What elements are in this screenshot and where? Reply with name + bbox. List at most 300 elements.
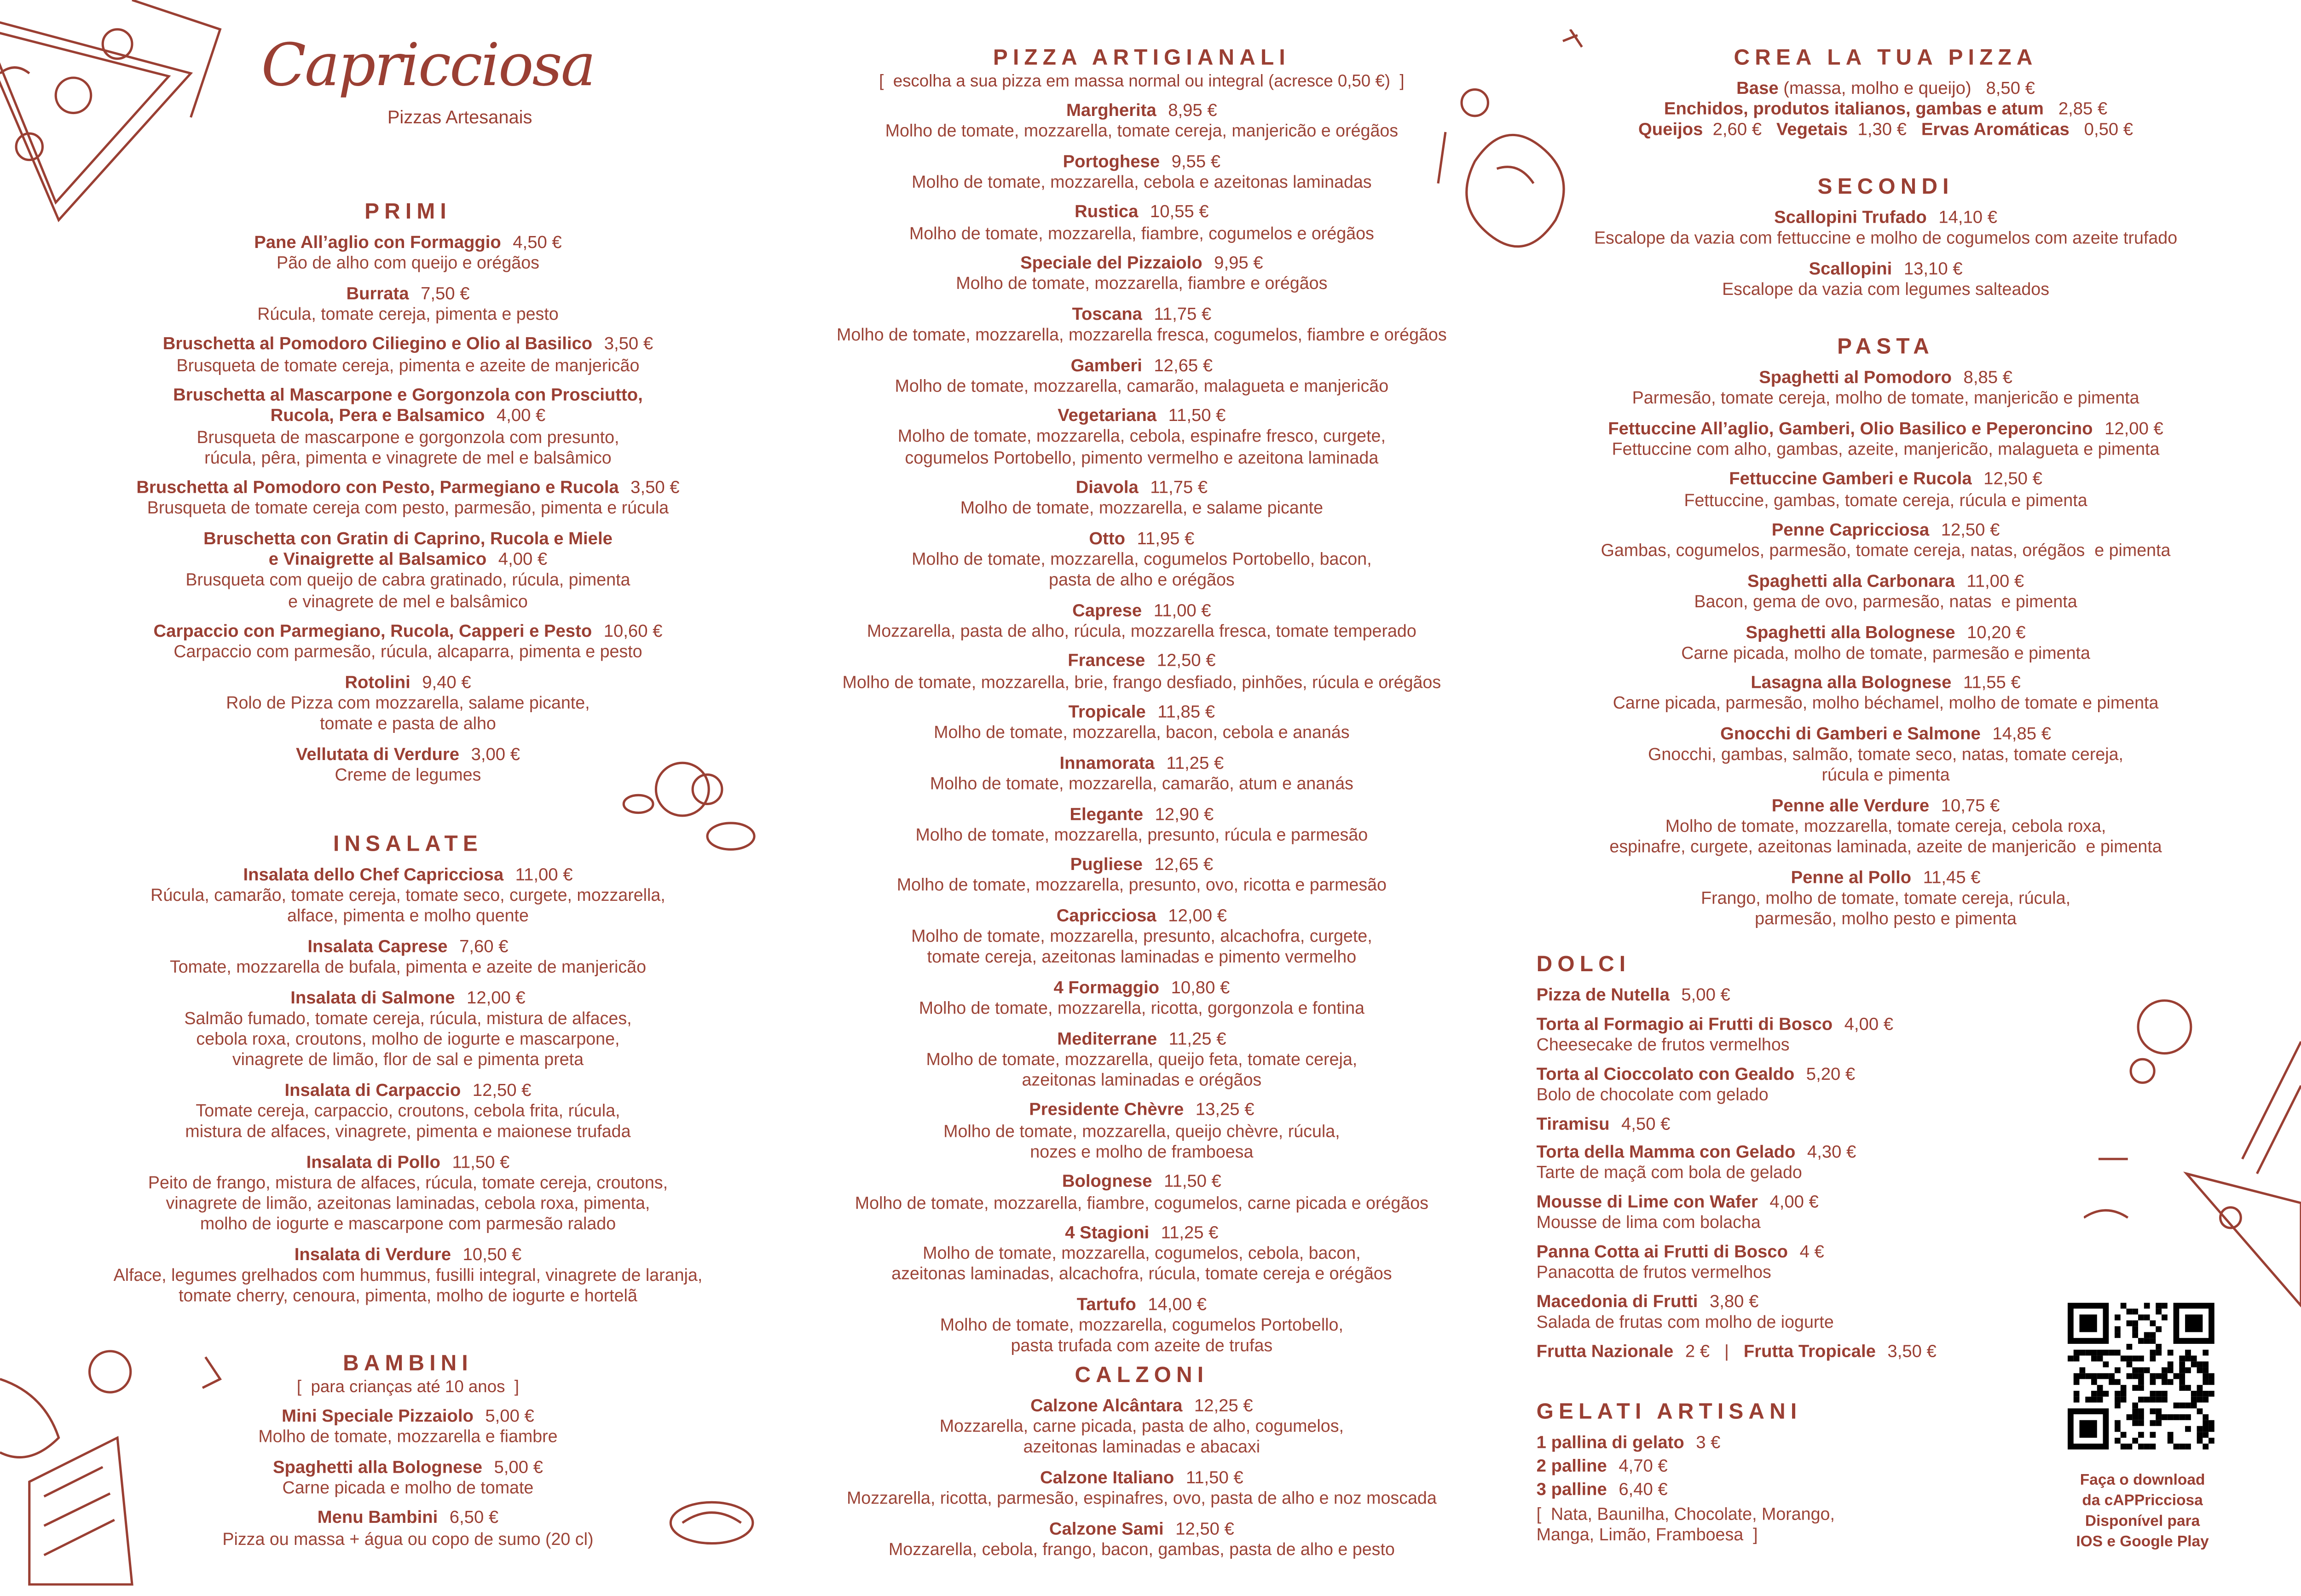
- option-name: Ervas Aromáticas: [1921, 119, 2070, 139]
- item-name: Tartufo: [1076, 1294, 1136, 1315]
- item-description: Panacotta de frutos vermelhos: [1536, 1262, 1771, 1283]
- item-name: Innamorata: [1059, 752, 1155, 773]
- item-description: Molho de tomate, mozzarella, e salame picante: [960, 498, 1324, 519]
- item-price: 14,85 €: [1992, 723, 2052, 744]
- option-price: 0,50 €: [2069, 119, 2133, 139]
- item-price: 9,95 €: [1214, 252, 1263, 273]
- menu-item: [1519, 418, 2252, 460]
- menu-item: [1537, 1241, 2065, 1283]
- app-download-text: Faça o download da cAPPricciosa Disponível para IOS e Google Play: [2076, 1471, 2209, 1551]
- item-name: Frutta Tropicale: [1743, 1341, 1876, 1361]
- qr-code[interactable]: [2068, 1303, 2214, 1450]
- item-price: 12,00 €: [2104, 417, 2163, 438]
- item-description: Mozzarella, pasta de alho, rúcula, mozzarella fresca, tomate temperado: [867, 620, 1416, 641]
- item-price: 12,50 €: [1156, 651, 1216, 671]
- item-price: 14,00 €: [1148, 1294, 1207, 1315]
- menu-item: [775, 150, 1509, 192]
- item-price: 3,50 €: [1887, 1341, 1937, 1361]
- item-price: 3,50 €: [630, 477, 680, 498]
- item-description: Gnocchi, gambas, salmão, tomate seco, natas, tomate cereja, rúcula e pimenta: [1648, 744, 2124, 786]
- menu-item: [41, 987, 775, 1070]
- item-price: 10,60 €: [603, 620, 663, 641]
- item-name: Caprese: [1072, 599, 1142, 621]
- item-name: Spaghetti alla Carbonara: [1747, 570, 1955, 591]
- item-price: 11,25 €: [1166, 752, 1224, 773]
- item-name: Insalata di Salmone: [290, 986, 455, 1008]
- item-name: Penne al Pollo: [1791, 866, 1912, 887]
- menu-item: [41, 528, 775, 611]
- item-description: Rúcula, tomate cereja, pimenta e pesto: [257, 303, 559, 324]
- menu-item: [41, 232, 775, 274]
- item-price: 11,50 €: [1185, 1467, 1243, 1488]
- item-name: Mediterrane: [1057, 1027, 1157, 1049]
- item-name: Burrata: [346, 282, 409, 304]
- section-title: GELATI ARTISANI: [1536, 1400, 1802, 1425]
- item-description: Pão de alho com queijo e orégãos: [276, 253, 539, 273]
- menu-item: [775, 477, 1509, 519]
- item-description: Tomate cereja, carpaccio, croutons, cebola frita, rúcula, mistura de alfaces, vinagrete, pimenta e maionese trufada: [185, 1100, 631, 1142]
- item-description: Bolo de chocolate com gelado: [1536, 1083, 1769, 1105]
- item-name: Tropicale: [1068, 701, 1146, 722]
- item-price: 13,25 €: [1195, 1099, 1255, 1120]
- item-description: Tomate, mozzarella de bufala, pimenta e azeite de manjericão: [169, 956, 647, 978]
- item-name: Mousse di Lime con Wafer: [1536, 1191, 1758, 1212]
- item-name: Bruschetta al Mascarpone e Gorgonzola con Prosciutto, Rucola, Pera e Balsamico: [173, 384, 643, 426]
- item-price: 12,65 €: [1154, 354, 1213, 375]
- item-description: Molho de tomate, mozzarella, tomate cereja, manjericão e orégãos: [885, 121, 1399, 141]
- item-description: Escalope da vazia com legumes salteados: [1722, 278, 2050, 300]
- menu-item: [1519, 672, 2252, 714]
- item-price: 11,25 €: [1168, 1027, 1226, 1049]
- item-description: Molho de tomate, mozzarella, mozzarella fresca, cogumelos, fiambre e orégãos: [837, 324, 1447, 345]
- item-price: 4,00 €: [1844, 1013, 1894, 1034]
- item-price: 10,20 €: [1967, 621, 2026, 642]
- item-description: Mozzarella, cebola, frango, bacon, gambas, pasta de alho e pesto: [888, 1538, 1395, 1560]
- item-name: Spaghetti al Pomodoro: [1759, 367, 1952, 387]
- item-price: 11,50 €: [452, 1151, 510, 1172]
- item-price: 11,55 €: [1963, 672, 2021, 693]
- item-description: Molho de tomate, mozzarella, queijo chèvre, rúcula, nozes e molho de framboesa: [943, 1120, 1340, 1162]
- item-description: Molho de tomate, mozzarella, cogumelos Portobello, bacon, pasta de alho e orégãos: [912, 548, 1372, 590]
- item-price: 5,00 €: [494, 1456, 543, 1477]
- item-price: 10,55 €: [1150, 202, 1209, 222]
- item-name: 1 pallina di gelato: [1536, 1432, 1684, 1452]
- item-name: Vegetariana: [1058, 405, 1157, 426]
- item-description: Brusqueta com queijo de cabra gratinado, rúcula, pimenta e vinagrete de mel e balsâmico: [185, 570, 630, 611]
- item-name: Macedonia di Frutti: [1536, 1291, 1698, 1312]
- item-name: Calzone Sami: [1049, 1518, 1164, 1538]
- item-description: Mousse de lima com bolacha: [1536, 1212, 1761, 1233]
- option-price: (massa, molho e queijo) 8,50 €: [1778, 78, 2035, 98]
- item-name: Calzone Alcântara: [1030, 1395, 1183, 1416]
- menu-item: [775, 303, 1509, 345]
- menu-item: [1537, 1142, 2065, 1184]
- menu-item: [41, 1151, 775, 1234]
- item-description: Molho de tomate, mozzarella, cogumelos Portobello, pasta trufada com azeite de trufas: [940, 1314, 1343, 1356]
- item-name: Rotolini: [345, 671, 410, 692]
- menu-item: [775, 253, 1509, 294]
- item-price: 5,20 €: [1806, 1063, 1856, 1084]
- menu-item: [1519, 570, 2252, 612]
- menu-item: [775, 1467, 1509, 1509]
- menu-item: [41, 864, 775, 927]
- item-description: Bacon, gema de ovo, parmesão, natas e pimenta: [1694, 591, 2077, 612]
- section-pasta: [1519, 334, 2252, 939]
- item-description: Peito de frango, mistura de alfaces, rúcula, tomate cereja, croutons, vinagrete de limão, azeitonas laminadas, cebola roxa, pimenta, molho de iogurte e mascarpone com parmesão ralado: [148, 1172, 668, 1234]
- section-title: BAMBINI: [343, 1351, 473, 1377]
- item-price: 12,50 €: [1941, 519, 2000, 540]
- item-price: 11,50 €: [1164, 1171, 1221, 1192]
- item-description: Molho de tomate, mozzarella, camarão, atum e ananás: [930, 773, 1353, 794]
- item-price: 7,60 €: [459, 936, 509, 956]
- item-name: Panna Cotta ai Frutti di Bosco: [1536, 1241, 1788, 1262]
- menu-item: [41, 334, 775, 375]
- menu-item: [1537, 1432, 2065, 1452]
- item-description: Fettuccine com alho, gambas, azeite, manjericão, malagueta e pimenta: [1612, 438, 2160, 459]
- item-name: Torta della Mamma con Gelado: [1536, 1141, 1796, 1163]
- gelato-flavours: [ Nata, Baunilha, Chocolate, Morango, Manga, Limão, Framboesa ]: [1536, 1503, 1835, 1545]
- item-price: 11,25 €: [1161, 1222, 1219, 1243]
- item-price: 4,00 €: [496, 405, 546, 426]
- item-name: Spaghetti alla Bolognese: [272, 1456, 483, 1477]
- section-primi: [41, 200, 775, 795]
- item-price: 11,75 €: [1154, 303, 1212, 324]
- item-name: Lasagna alla Bolognese: [1751, 672, 1952, 693]
- item-price: 12,25 €: [1194, 1395, 1253, 1416]
- menu-item: [41, 1079, 775, 1142]
- section-pizza-artigianali: [775, 46, 1509, 1366]
- item-price: 10,75 €: [1941, 795, 2000, 816]
- menu-item: [775, 905, 1509, 968]
- item-price: 3,50 €: [604, 334, 653, 354]
- item-description: Brusqueta de mascarpone e gorgonzola com presunto, rúcula, pêra, pimenta e vinagrete de mel e balsâmico: [197, 426, 619, 468]
- item-name: Scallopini: [1809, 258, 1892, 278]
- item-price: 8,85 €: [1963, 367, 2012, 387]
- item-name: Mini Speciale Pizzaiolo: [282, 1405, 474, 1426]
- item-name: Pugliese: [1070, 854, 1143, 875]
- item-name: Tiramisu: [1536, 1112, 1610, 1134]
- item-price: 12,00 €: [1168, 905, 1227, 926]
- section-secondi: [1519, 174, 2252, 308]
- item-name: Pizza de Nutella: [1536, 984, 1670, 1005]
- item-name: Capricciosa: [1056, 905, 1156, 926]
- menu-item: [41, 621, 775, 663]
- section-subtitle: [ para crianças até 10 anos ]: [296, 1379, 520, 1397]
- item-name: Portoghese: [1063, 150, 1160, 172]
- menu-item: [775, 1028, 1509, 1090]
- item-price: 14,10 €: [1938, 207, 1998, 228]
- section-title: SECONDI: [1817, 174, 1954, 200]
- item-name: 2 palline: [1536, 1455, 1607, 1476]
- item-name: Insalata di Pollo: [306, 1151, 440, 1172]
- item-price: 13,10 €: [1903, 258, 1963, 278]
- item-description: Molho de tomate, mozzarella, queijo feta, tomate cereja, azeitonas laminadas e orégãos: [926, 1049, 1358, 1090]
- menu-item: [1537, 1192, 2065, 1233]
- option-name: Queijos: [1638, 119, 1703, 139]
- menu-item: [41, 1406, 775, 1447]
- item-price: 10,80 €: [1171, 977, 1230, 997]
- menu-item: [1537, 985, 2065, 1005]
- menu-item: [1519, 795, 2252, 858]
- item-name: Frutta Nazionale: [1536, 1341, 1674, 1361]
- item-price: 7,50 €: [421, 282, 470, 304]
- section-subtitle: [ escolha a sua pizza em massa normal ou integral (acresce 0,50 €) ]: [879, 73, 1405, 91]
- item-description: Molho de tomate, mozzarella, presunto, rúcula e parmesão: [915, 824, 1368, 845]
- option-name: Base: [1736, 78, 1779, 98]
- menu-item: [1537, 1113, 2065, 1134]
- item-price: 3,80 €: [1709, 1291, 1759, 1312]
- section-bambini: [41, 1351, 775, 1558]
- item-name: Rustica: [1075, 202, 1139, 222]
- item-name: Pane All’aglio con Formaggio: [254, 231, 501, 253]
- item-name: Fettuccine All’aglio, Gamberi, Olio Basilico e Peperoncino: [1608, 417, 2093, 438]
- item-name: Fettuccine Gamberi e Rucola: [1729, 468, 1972, 490]
- item-description: Mozzarella, carne picada, pasta de alho, cogumelos, azeitonas laminadas e abacaxi: [939, 1416, 1344, 1458]
- item-price: 11,95 €: [1137, 528, 1195, 549]
- section-crea-la-tua-pizza: [1519, 46, 2252, 139]
- menu-item: [775, 651, 1509, 692]
- build-your-pizza-line: [1519, 119, 2252, 139]
- item-price: 4,50 €: [513, 231, 562, 253]
- menu-item: [41, 1244, 775, 1306]
- item-price: 12,50 €: [1175, 1518, 1234, 1538]
- menu-item: [775, 1171, 1509, 1213]
- menu-item: [775, 752, 1509, 794]
- item-name: Torta al Formagio ai Frutti di Bosco: [1536, 1013, 1833, 1034]
- item-description: Rolo de Pizza com mozzarella, salame picante, tomate e pasta de alho: [226, 692, 590, 734]
- item-name: Elegante: [1070, 803, 1144, 824]
- item-price: 12,65 €: [1154, 854, 1214, 875]
- item-price: 11,45 €: [1923, 866, 1981, 887]
- item-description: Escalope da vazia com fettuccine e molho de cogumelos com azeite trufado: [1594, 227, 2178, 248]
- section-title: CALZONI: [1075, 1363, 1209, 1388]
- item-description: Molho de tomate, mozzarella, bacon, cebola e ananás: [934, 722, 1350, 743]
- item-price: 2 €: [1685, 1341, 1710, 1361]
- item-description: Molho de tomate, mozzarella, camarão, malagueta e manjericão: [895, 375, 1389, 396]
- item-price: 4,50 €: [1621, 1112, 1671, 1134]
- item-name: Insalata Caprese: [307, 936, 448, 956]
- item-description: Molho de tomate, mozzarella, cebola, espinafre fresco, curgete, cogumelos Portobello, pimento vermelho e azeitona laminada: [897, 426, 1386, 468]
- item-name: Insalata di Carpaccio: [284, 1079, 461, 1100]
- menu-item: [775, 803, 1509, 845]
- item-description: Molho de tomate, mozzarella, presunto, ovo, ricotta e parmesão: [896, 875, 1387, 896]
- item-name: Bolognese: [1062, 1171, 1152, 1192]
- item-price: 12,00 €: [467, 986, 526, 1008]
- option-price: 2,60 €: [1703, 119, 1776, 139]
- menu-item: [775, 1518, 1509, 1560]
- item-price: 11,00 €: [1153, 599, 1211, 621]
- item-price: 11,75 €: [1150, 477, 1208, 498]
- item-description: Molho de tomate, mozzarella, brie, frango desfiado, pinhões, rúcula e orégãos: [842, 671, 1441, 692]
- item-price: 6,50 €: [449, 1507, 499, 1528]
- section-dolci: [1537, 952, 2065, 1370]
- item-name: Bruschetta con Gratin di Caprino, Rucola e Miele e Vinaigrette al Balsamico: [203, 528, 613, 570]
- menu-item: [41, 743, 775, 785]
- option-name: Vegetais: [1776, 119, 1848, 139]
- menu-item: [775, 599, 1509, 641]
- item-name: Calzone Italiano: [1040, 1467, 1174, 1488]
- item-price: 8,95 €: [1168, 99, 1217, 121]
- menu-item: [1519, 258, 2252, 300]
- item-name: Carpaccio con Parmegiano, Rucola, Capperi e Pesto: [153, 620, 592, 641]
- item-description: Carpaccio com parmesão, rúcula, alcaparra, pimenta e pesto: [173, 641, 642, 662]
- section-title: PASTA: [1837, 334, 1935, 360]
- item-description: Alface, legumes grelhados com hummus, fusilli integral, vinagrete de laranja, tomate cherry, cenoura, pimenta, molho de iogurte e hortelã: [113, 1264, 703, 1306]
- item-price: 4 €: [1799, 1241, 1824, 1262]
- item-name: Bruschetta al Pomodoro Ciliegino e Olio al Basilico: [162, 334, 593, 354]
- item-price: 6,40 €: [1619, 1479, 1668, 1500]
- item-name: Spaghetti alla Bolognese: [1746, 621, 1955, 642]
- menu-item: [1519, 367, 2252, 409]
- menu-item: [41, 477, 775, 519]
- item-name: 4 Formaggio: [1053, 977, 1160, 997]
- section-insalate: [41, 832, 775, 1315]
- section-gelati: [1537, 1400, 2065, 1545]
- menu-item: [775, 1395, 1509, 1458]
- item-description: Molho de tomate, mozzarella, tomate cereja, cebola roxa, espinafre, curgete, azeitonas laminada, azeite de manjericão e pimenta: [1609, 816, 2162, 857]
- item-name: Penne alle Verdure: [1771, 795, 1930, 816]
- item-name: Penne Capricciosa: [1771, 519, 1930, 540]
- item-price: 12,90 €: [1155, 803, 1214, 824]
- item-price: 4,00 €: [1769, 1191, 1819, 1212]
- option-name: Enchidos, produtos italianos, gambas e atum: [1664, 98, 2044, 119]
- item-price: 11,00 €: [1966, 570, 2024, 591]
- menu-item: [775, 1100, 1509, 1162]
- item-price: 11,00 €: [515, 864, 573, 885]
- item-description: Molho de tomate, mozzarella, fiambre, cogumelos e orégãos: [909, 222, 1374, 243]
- item-price: 4,70 €: [1619, 1455, 1668, 1476]
- item-description: Molho de tomate, mozzarella, cebola e azeitonas laminadas: [912, 171, 1372, 192]
- menu-item: [775, 854, 1509, 896]
- item-name: Francese: [1068, 651, 1145, 671]
- item-name: Insalata di Verdure: [294, 1244, 451, 1264]
- item-name: Toscana: [1072, 303, 1142, 324]
- menu-item: [41, 385, 775, 468]
- build-your-pizza-line: [1519, 78, 2252, 98]
- separator: |: [1724, 1341, 1729, 1361]
- item-description: Molho de tomate, mozzarella, cogumelos, cebola, bacon, azeitonas laminadas, alcachofra, rúcula, tomate cereja e orégãos: [891, 1243, 1392, 1285]
- section-title: PRIMI: [364, 199, 451, 225]
- item-name: Gnocchi di Gamberi e Salmone: [1720, 723, 1981, 744]
- item-description: Brusqueta de tomate cereja, pimenta e azeite de manjericão: [176, 354, 640, 375]
- item-name: Otto: [1089, 528, 1125, 549]
- item-description: Fettuccine, gambas, tomate cereja, rúcula e pimenta: [1684, 489, 2087, 510]
- menu-item: [775, 354, 1509, 396]
- item-price: 9,55 €: [1171, 150, 1221, 172]
- section-title: PIZZA ARTIGIANALI: [993, 45, 1290, 71]
- menu-item: [1519, 519, 2252, 561]
- item-price: 3 €: [1696, 1432, 1721, 1452]
- item-price: 3,00 €: [471, 743, 520, 764]
- option-price: 2,85 €: [2043, 98, 2108, 119]
- item-description: Cheesecake de frutos vermelhos: [1536, 1034, 1790, 1055]
- item-description: Pizza ou massa + água ou copo de sumo (20 cl): [222, 1528, 594, 1549]
- menu-item: [775, 405, 1509, 468]
- menu-item: [41, 672, 775, 734]
- item-name: Margherita: [1066, 99, 1156, 121]
- item-description: Tarte de maçã com bola de gelado: [1536, 1162, 1802, 1183]
- item-name: Speciale del Pizzaiolo: [1020, 252, 1203, 273]
- item-price: 4,00 €: [498, 549, 548, 570]
- item-price: 10,50 €: [463, 1244, 522, 1264]
- item-description: Gambas, cogumelos, parmesão, tomate cereja, natas, orégãos e pimenta: [1601, 540, 2171, 561]
- menu-item: [775, 1294, 1509, 1356]
- item-price: 11,85 €: [1157, 701, 1215, 722]
- section-title: CREA LA TUA PIZZA: [1734, 45, 2038, 71]
- item-description: Molho de tomate, mozzarella, fiambre e orégãos: [956, 273, 1328, 294]
- item-price: 5,00 €: [485, 1405, 534, 1426]
- item-description: Salmão fumado, tomate cereja, rúcula, mistura de alfaces, cebola roxa, croutons, molho de iogurte e mascarpone, vinagrete de limão, flor de sal e pimenta preta: [184, 1008, 632, 1070]
- item-price: 4,30 €: [1807, 1141, 1856, 1163]
- item-name: Vellutata di Verdure: [295, 743, 460, 764]
- menu-item: [1519, 621, 2252, 663]
- item-description: Salada de frutas com molho de iogurte: [1536, 1312, 1834, 1332]
- section-title: INSALATE: [333, 832, 483, 857]
- item-description: Carne picada e molho de tomate: [282, 1477, 534, 1498]
- item-price: 5,00 €: [1681, 984, 1730, 1005]
- menu-item: [41, 282, 775, 324]
- menu-item: [775, 100, 1509, 142]
- menu-item: [1537, 1014, 2065, 1055]
- item-description: Molho de tomate, mozzarella, fiambre, cogumelos, carne picada e orégãos: [855, 1192, 1428, 1213]
- item-name: 3 palline: [1536, 1479, 1607, 1500]
- menu-item: [1519, 207, 2252, 249]
- item-description: Carne picada, parmesão, molho béchamel, molho de tomate e pimenta: [1613, 693, 2159, 714]
- item-description: Molho de tomate, mozzarella e fiambre: [258, 1426, 558, 1447]
- menu-item: [1537, 1291, 2065, 1333]
- item-description: Brusqueta de tomate cereja com pesto, parmesão, pimenta e rúcula: [147, 498, 669, 519]
- item-price: 12,50 €: [472, 1079, 532, 1100]
- menu-item: [775, 202, 1509, 243]
- item-price: 12,50 €: [1983, 468, 2042, 490]
- menu-item: [1519, 469, 2252, 511]
- menu-item: [775, 702, 1509, 743]
- item-name: 4 Stagioni: [1065, 1222, 1150, 1243]
- item-description: Molho de tomate, mozzarella, ricotta, gorgonzola e fontina: [919, 997, 1364, 1019]
- tomato-pizza-illustration-right: [2084, 983, 2301, 1320]
- menu-item: [1519, 723, 2252, 786]
- item-description: Rúcula, camarão, tomate cereja, tomate seco, curgete, mozzarella, alface, pimenta e molho quente: [150, 885, 665, 927]
- item-description: Creme de legumes: [335, 764, 481, 785]
- item-name: Scallopini Trufado: [1774, 207, 1927, 228]
- brand-tagline: Pizzas Artesanais: [387, 107, 532, 128]
- item-description: Frango, molho de tomate, tomate cereja, rúcula, parmesão, molho pesto e pimenta: [1701, 887, 2071, 929]
- menu-item: [775, 528, 1509, 590]
- option-price: 1,30 €: [1848, 119, 1921, 139]
- build-your-pizza-line: [1519, 98, 2252, 119]
- item-name: Bruschetta al Pomodoro con Pesto, Parmegiano e Rucola: [136, 477, 619, 498]
- menu-item: [775, 977, 1509, 1019]
- menu-item: [41, 936, 775, 978]
- menu-item: [1537, 1480, 2065, 1500]
- item-name: Insalata dello Chef Capricciosa: [243, 864, 504, 885]
- menu-item: [41, 1457, 775, 1498]
- menu-item: [1537, 1456, 2065, 1476]
- item-description: Parmesão, tomate cereja, molho de tomate, manjericão e pimenta: [1632, 387, 2139, 409]
- menu-item: [1519, 867, 2252, 929]
- item-name: Menu Bambini: [317, 1507, 438, 1528]
- item-description: Mozzarella, ricotta, parmesão, espinafres, ovo, pasta de alho e noz moscada: [846, 1487, 1437, 1509]
- item-name: Torta al Cioccolato con Gealdo: [1536, 1063, 1795, 1084]
- item-price: 11,50 €: [1168, 405, 1226, 426]
- item-description: Carne picada, molho de tomate, parmesão e pimenta: [1681, 642, 2090, 663]
- menu-item: [1537, 1341, 2065, 1361]
- section-title: DOLCI: [1536, 952, 1631, 977]
- menu-item: [1537, 1063, 2065, 1105]
- section-calzoni: [775, 1363, 1509, 1568]
- item-name: Gamberi: [1070, 354, 1142, 375]
- item-name: Presidente Chèvre: [1029, 1099, 1184, 1120]
